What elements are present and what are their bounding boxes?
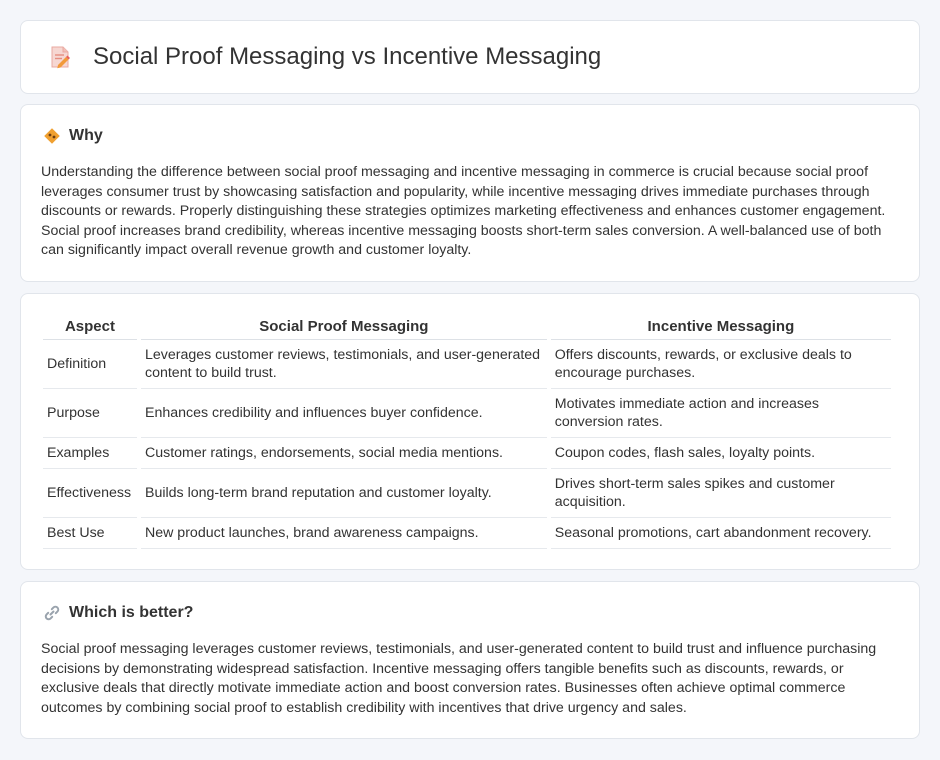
cell-aspect: Effectiveness xyxy=(43,469,137,518)
comparison-table-card xyxy=(20,293,920,570)
better-text: Social proof messaging leverages customer reviews, testimonials, and user-generated content to build trust and influence purchasing decisions by demonstrating widespread satisfaction. Incentive messaging offers tangible benefits such as discounts, rewards, or exclusive deals that directly motivate immediate action and boost conversion rates. Businesses often achieve optimal commerce outcomes by combining social proof to establish credibility with incentives that drive urgency and sales. xyxy=(41,641,877,716)
table-row xyxy=(43,438,891,469)
header-aspect: Aspect xyxy=(43,312,137,340)
cell-incentive: Coupon codes, flash sales, loyalty points. xyxy=(551,438,891,469)
cell-social-proof: Customer ratings, endorsements, social media mentions. xyxy=(141,438,547,469)
cell-aspect: Purpose xyxy=(43,389,137,438)
better-heading xyxy=(43,604,899,622)
cell-social-proof: Builds long-term brand reputation and customer loyalty. xyxy=(141,469,547,518)
diamond-sign-icon xyxy=(43,127,61,145)
table-header-row xyxy=(43,312,891,340)
header-card xyxy=(20,20,920,94)
table-row xyxy=(43,469,891,518)
cell-incentive: Motivates immediate action and increases conversion rates. xyxy=(551,389,891,438)
header-social-proof: Social Proof Messaging xyxy=(141,312,547,340)
table-row xyxy=(43,518,891,549)
cell-incentive: Offers discounts, rewards, or exclusive deals to encourage purchases. xyxy=(551,340,891,389)
comparison-table xyxy=(39,312,895,549)
header-incentive: Incentive Messaging xyxy=(551,312,891,340)
which-is-better-card xyxy=(20,581,920,739)
better-title: Which is better? xyxy=(69,604,194,621)
why-card xyxy=(20,104,920,282)
why-title: Why xyxy=(69,127,103,144)
link-icon xyxy=(43,604,61,622)
cell-aspect: Definition xyxy=(43,340,137,389)
why-text: Understanding the difference between social proof messaging and incentive messaging in commerce is crucial because social proof leverages consumer trust by showcasing satisfaction and popularity, while incentive messaging drives immediate purchases through discounts or rewards. Properly distinguishing these strategies optimizes marketing effectiveness and enhances customer engagement. Social proof increases brand credibility, whereas incentive messaging boosts short-term sales conversion. A well-balanced use of both can significantly impact overall revenue growth and customer loyalty. xyxy=(41,164,886,259)
table-row xyxy=(43,340,891,389)
cell-aspect: Examples xyxy=(43,438,137,469)
cell-social-proof: Enhances credibility and influences buyer confidence. xyxy=(141,389,547,438)
page-title: Social Proof Messaging vs Incentive Messaging xyxy=(93,43,602,70)
table-row xyxy=(43,389,891,438)
cell-incentive: Drives short-term sales spikes and customer acquisition. xyxy=(551,469,891,518)
cell-social-proof: Leverages customer reviews, testimonials, and user-generated content to build trust. xyxy=(141,340,547,389)
cell-aspect: Best Use xyxy=(43,518,137,549)
cell-incentive: Seasonal promotions, cart abandonment recovery. xyxy=(551,518,891,549)
cell-social-proof: New product launches, brand awareness campaigns. xyxy=(141,518,547,549)
why-heading xyxy=(43,127,899,145)
document-pencil-icon xyxy=(47,44,73,70)
